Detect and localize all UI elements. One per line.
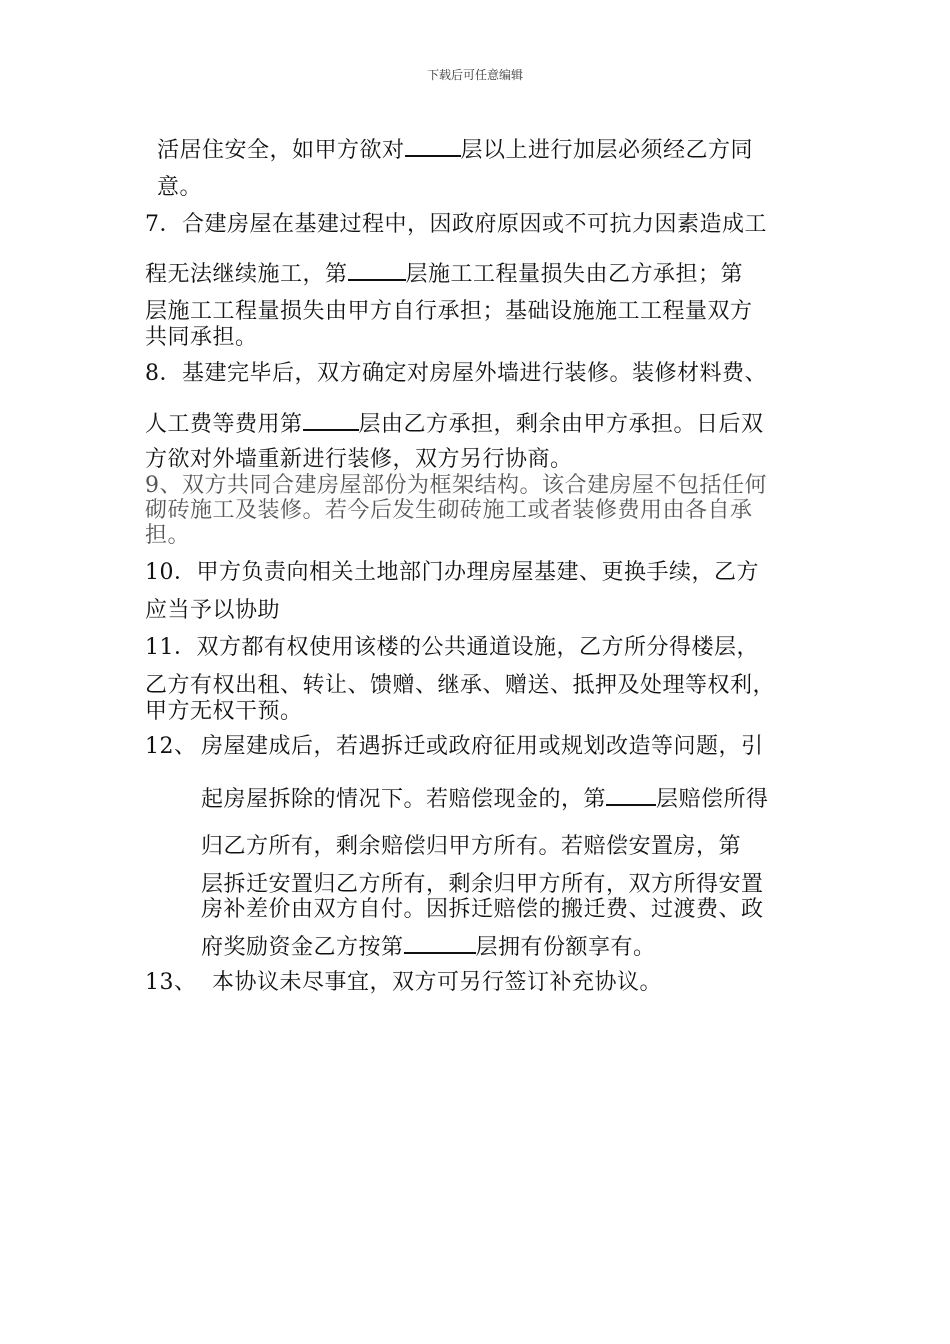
text-line: 程无法继续施工，第 层施工工程量损失由乙方承担；第 <box>145 259 743 289</box>
text-line: 10．甲方负责向相关土地部门办理房屋基建、更换手续，乙方 <box>145 560 759 585</box>
list-number: 13、 <box>145 970 197 995</box>
text-line: 归乙方所有，剩余赔偿归甲方所有。若赔偿安置房，第 <box>201 834 742 859</box>
text-line: 人工费等费用第 层由乙方承担，剩余由甲方承担。日后双 <box>145 409 764 439</box>
page-header: 下载后可任意编辑 <box>426 68 523 82</box>
text-line: 方欲对外墙重新进行装修，双方另行协商。 <box>145 447 573 472</box>
text-line: 9、双方共同合建房屋部份为框架结构。该合建房屋不包括任何 <box>145 473 767 498</box>
text-line: 担。 <box>145 523 191 548</box>
blank-field <box>405 135 461 157</box>
text-line: 11．双方都有权使用该楼的公共通道设施，乙方所分得楼层， <box>145 635 759 660</box>
blank-field <box>606 784 656 806</box>
text-line: 砌砖施工及装修。若今后发生砌砖施工或者装修费用由各自承 <box>145 498 753 523</box>
text-line: 房补差价由双方自付。因拆迁赔偿的搬迁费、过渡费、政 <box>201 897 764 922</box>
text-line: 层拆迁安置归乙方所有，剩余归甲方所有，双方所得安置 <box>201 872 764 897</box>
text-line: 7．合建房屋在基建过程中，因政府原因或不可抗力因素造成工 <box>145 212 767 237</box>
text-line: 应当予以协助 <box>145 598 281 623</box>
text-line: 8．基建完毕后，双方确定对房屋外墙进行装修。装修材料费、 <box>145 361 767 386</box>
text-line: 甲方无权干预。 <box>145 699 303 724</box>
text-line: 活居住安全，如甲方欲对 层以上进行加层必须经乙方同 <box>157 135 753 165</box>
text-line: 共同承担。 <box>145 325 258 350</box>
list-number: 12、 <box>145 734 197 759</box>
text-line: 层施工工程量损失由甲方自行承担；基础设施施工工程量双方 <box>145 299 753 324</box>
blank-field <box>303 409 359 431</box>
text-line: 起房屋拆除的情况下。若赔偿现金的，第 层赔偿所得 <box>201 784 769 814</box>
text-line: 府奖励资金乙方按第 层拥有份额享有。 <box>201 932 656 962</box>
blank-field <box>404 932 476 954</box>
text-line: 乙方有权出租、转让、馈赠、继承、赠送、抵押及处理等权利， <box>145 673 776 698</box>
text-line: 本协议未尽事宜，双方可另行签订补充协议。 <box>212 970 663 995</box>
text-line: 房屋建成后，若遇拆迁或政府征用或规划改造等问题，引 <box>201 734 764 759</box>
blank-field <box>348 259 406 281</box>
text-line: 意。 <box>157 175 203 200</box>
